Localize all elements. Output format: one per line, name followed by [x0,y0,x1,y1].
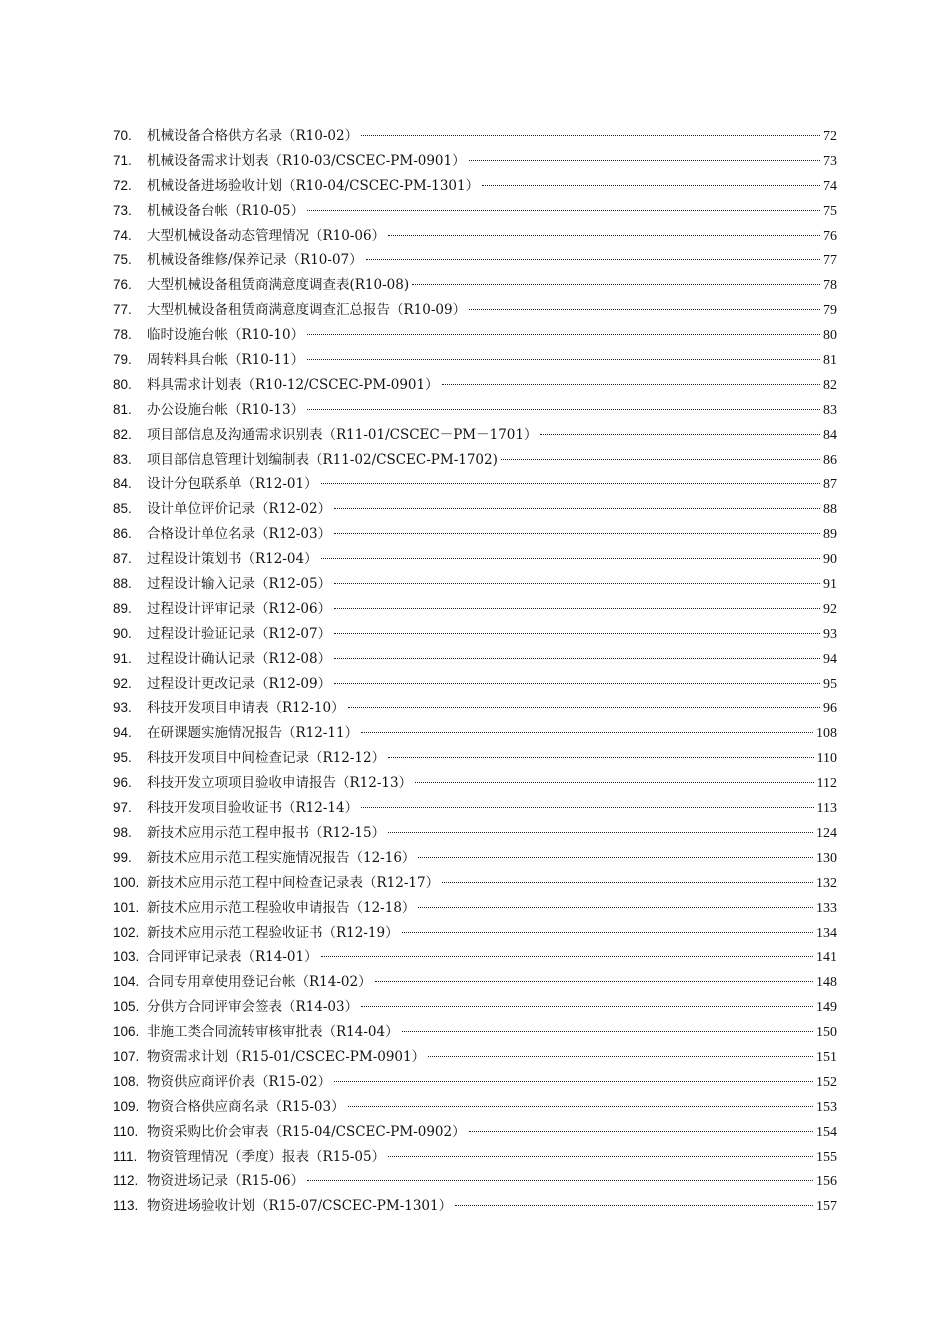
toc-entry[interactable] [113,970,837,995]
toc-entry-number: 101. [113,899,140,915]
toc-entry-title: 新技术应用示范工程验收申请报告（12-18） [147,899,416,916]
toc-entry-page-number: 78 [823,278,837,294]
toc-entry-title: 在研课题实施情况报告（R12-11） [147,725,359,742]
toc-entry-title: 合同专用章使用登记台帐（R14-02） [147,974,372,991]
toc-entry-number: 88. [113,576,132,592]
toc-entry-number: 84. [113,476,132,492]
toc-entry-title: 非施工类合同流转审核审批表（R14-04） [147,1024,399,1041]
toc-entry-title: 合同评审记录表（R14-01） [147,949,318,966]
toc-entry-number: 70. [113,128,132,143]
toc-entry-page-number: 90 [823,552,837,568]
dot-leader [415,782,813,783]
toc-entry-title: 机械设备合格供方名录（R10-02） [147,128,359,144]
toc-entry-title: 科技开发项目中间检查记录（R12-12） [147,750,386,767]
dot-leader [402,1031,813,1032]
dot-leader [388,235,820,236]
toc-entry[interactable] [113,945,837,970]
toc-entry[interactable] [113,696,837,721]
toc-entry-number: 110. [113,1123,139,1139]
toc-entry[interactable] [113,672,837,697]
toc-entry-title: 机械设备维修/保养记录（R10-07） [147,252,363,269]
toc-entry-number: 95. [113,750,132,766]
toc-entry-page-number: 92 [823,601,837,617]
toc-entry-number: 109. [113,1098,140,1114]
dot-leader [388,1156,813,1157]
dot-leader [334,633,820,634]
toc-entry-number: 80. [113,376,132,392]
toc-entry-page-number: 153 [816,1099,837,1115]
toc-entry[interactable] [113,224,837,249]
toc-entry[interactable] [113,472,837,497]
dot-leader [307,359,820,360]
toc-entry[interactable] [113,448,837,473]
dot-leader [361,1006,813,1007]
toc-entry-title: 新技术应用示范工程中间检查记录表（R12-17） [147,874,440,891]
toc-entry[interactable] [113,821,837,846]
dot-leader [334,658,820,659]
toc-entry-title: 过程设计更改记录（R12-09） [147,675,332,692]
dot-leader [418,907,813,908]
toc-entry-page-number: 75 [823,203,837,219]
toc-entry-page-number: 110 [816,751,837,767]
dot-leader [307,334,820,335]
toc-entry-title: 过程设计评审记录（R12-06） [147,600,332,617]
toc-entry-number: 73. [113,202,132,218]
toc-entry[interactable] [113,846,837,871]
dot-leader [334,533,820,534]
dot-leader [375,981,813,982]
toc-entry-number: 74. [113,227,132,243]
toc-entry-page-number: 81 [823,353,837,369]
toc-entry[interactable] [113,995,837,1020]
dot-leader [334,508,820,509]
toc-entry-number: 107. [113,1048,140,1064]
dot-leader [334,1081,813,1082]
toc-entry-title: 料具需求计划表（R10-12/CSCEC-PM-0901） [147,376,439,393]
toc-entry-page-number: 93 [823,626,837,642]
toc-entry-page-number: 95 [823,676,837,692]
toc-entry-title: 物资管理情况（季度）报表（R15-05） [147,1148,386,1165]
toc-entry[interactable] [113,1169,837,1194]
toc-entry[interactable] [113,746,837,771]
dot-leader [402,932,813,933]
toc-entry[interactable] [113,273,837,298]
toc-entry-page-number: 113 [816,801,837,817]
toc-entry[interactable] [113,647,837,672]
toc-entry-number: 90. [113,625,132,641]
dot-leader [361,732,813,733]
toc-entry-number: 76. [113,277,132,293]
toc-entry-title: 过程设计确认记录（R12-08） [147,650,332,667]
toc-entry-number: 92. [113,675,132,691]
toc-entry-page-number: 77 [823,253,837,269]
toc-entry-number: 94. [113,725,132,741]
dot-leader [321,558,820,559]
toc-entry-page-number: 150 [816,1025,837,1041]
toc-entry-number: 93. [113,700,132,716]
toc-entry-number: 78. [113,327,132,343]
toc-entry-title: 大型机械设备租赁商满意度调查表(R10-08) [147,277,410,294]
toc-entry-number: 112. [113,1173,139,1189]
dot-leader [501,459,820,460]
toc-entry-title: 新技术应用示范工程验收证书（R12-19） [147,924,399,941]
toc-entry-title: 设计分包联系单（R12-01） [147,476,318,493]
toc-entry[interactable] [113,348,837,373]
toc-entry-page-number: 94 [823,651,837,667]
toc-entry[interactable] [113,622,837,647]
toc-entry-page-number: 76 [823,228,837,244]
toc-entry-number: 106. [113,1024,140,1040]
toc-entry[interactable] [113,174,837,199]
dot-leader [442,384,820,385]
toc-entry-page-number: 72 [823,129,837,144]
toc-entry-number: 100. [113,874,140,890]
toc-entry-page-number: 87 [823,477,837,493]
toc-entry-title: 科技开发立项项目验收申请报告（R12-13） [147,775,413,792]
toc-entry-title: 办公设施台帐（R10-13） [147,401,305,418]
toc-entry-page-number: 133 [816,900,837,916]
toc-entry-title: 临时设施台帐（R10-10） [147,327,305,344]
toc-entry-title: 机械设备进场验收计划（R10-04/CSCEC-PM-1301） [147,177,480,194]
dot-leader [469,309,820,310]
dot-leader [428,1056,813,1057]
toc-entry-page-number: 83 [823,402,837,418]
toc-entry[interactable] [113,298,837,323]
toc-entry[interactable] [113,149,837,174]
toc-entry-title: 大型机械设备租赁商满意度调查汇总报告（R10-09） [147,302,467,319]
toc-entry-title: 项目部信息及沟通需求识别表（R11-01/CSCEC－PM－1701） [147,426,538,443]
toc-entry-page-number: 149 [816,1000,837,1016]
toc-entry-title: 物资需求计划（R15-01/CSCEC-PM-0901） [147,1048,426,1065]
toc-entry[interactable] [113,522,837,547]
toc-entry-page-number: 88 [823,502,837,518]
toc-entry-page-number: 82 [823,377,837,393]
toc-entry[interactable] [113,896,837,921]
toc-entry-title: 物资合格供应商名录（R15-03） [147,1098,345,1115]
toc-entry-page-number: 141 [816,950,837,966]
toc-entry-page-number: 84 [823,427,837,443]
toc-entry-title: 过程设计输入记录（R12-05） [147,576,332,593]
toc-entry[interactable] [113,124,837,149]
toc-entry-page-number: 157 [816,1199,837,1215]
toc-entry[interactable] [113,1120,837,1145]
toc-entry-number: 79. [113,352,132,368]
toc-entry-number: 83. [113,451,132,467]
dot-leader [482,185,820,186]
dot-leader [469,160,820,161]
toc-entry-page-number: 155 [816,1149,837,1165]
toc-entry-title: 物资进场记录（R15-06） [147,1173,305,1190]
toc-entry-title: 分供方合同评审会签表（R14-03） [147,999,359,1016]
toc-entry[interactable] [113,248,837,273]
toc-entry-number: 111. [113,1148,138,1164]
toc-entry-number: 103. [113,949,140,965]
toc-entry[interactable] [113,373,837,398]
toc-entry-number: 87. [113,551,132,567]
toc-entry-title: 过程设计策划书（R12-04） [147,551,318,568]
toc-entry-title: 项目部信息管理计划编制表（R11-02/CSCEC-PM-1702) [147,451,498,468]
dot-leader [366,259,820,260]
dot-leader [321,483,820,484]
toc-entry[interactable] [113,423,837,448]
dot-leader [348,707,820,708]
dot-leader [388,757,813,758]
toc-entry-page-number: 148 [816,975,837,991]
toc-entry-page-number: 151 [816,1049,837,1065]
toc-entry[interactable] [113,1045,837,1070]
toc-entry[interactable] [113,796,837,821]
toc-entry[interactable] [113,398,837,423]
toc-entry[interactable] [113,572,837,597]
toc-entry[interactable] [113,1095,837,1120]
toc-entry-number: 99. [113,849,132,865]
toc-entry-page-number: 80 [823,328,837,344]
toc-entry-title: 合格设计单位名录（R12-03） [147,526,332,543]
toc-entry-title: 物资采购比价会审表（R15-04/CSCEC-PM-0902） [147,1123,466,1140]
toc-entry[interactable] [113,771,837,796]
toc-entry[interactable] [113,199,837,224]
dot-leader [321,956,813,957]
toc-entry-number: 82. [113,426,132,442]
toc-entry-page-number: 108 [816,726,837,742]
toc-entry-number: 113. [113,1198,139,1214]
toc-entry-number: 96. [113,775,132,791]
toc-entry[interactable] [113,871,837,896]
toc-entry[interactable] [113,323,837,348]
toc-entry-page-number: 74 [823,178,837,194]
toc-entry-page-number: 112 [816,776,837,792]
toc-entry[interactable] [113,1020,837,1045]
dot-leader [361,807,813,808]
toc-entry-title: 新技术应用示范工程实施情况报告（12-16） [147,849,416,866]
toc-entry-page-number: 134 [816,925,837,941]
toc-entry-title: 设计单位评价记录（R12-02） [147,501,332,518]
toc-entry-page-number: 96 [823,701,837,717]
toc-entry-number: 86. [113,526,132,542]
toc-entry[interactable] [113,1070,837,1095]
toc-entry-number: 81. [113,401,132,417]
dot-leader [442,882,813,883]
dot-leader [469,1131,813,1132]
toc-entry-number: 97. [113,800,132,816]
toc-entry-title: 大型机械设备动态管理情况（R10-06） [147,227,386,244]
toc-entry-title: 机械设备需求计划表（R10-03/CSCEC-PM-0901） [147,152,466,169]
toc-entry[interactable] [113,921,837,946]
toc-entry-page-number: 79 [823,303,837,319]
toc-entry-title: 科技开发项目验收证书（R12-14） [147,800,359,817]
toc-entry[interactable] [113,597,837,622]
dot-leader [418,857,813,858]
toc-entry-number: 91. [113,650,132,666]
toc-entry[interactable] [113,547,837,572]
toc-entry-number: 108. [113,1073,140,1089]
toc-entry-page-number: 132 [816,875,837,891]
toc-entry-number: 77. [113,302,132,318]
toc-entry-page-number: 89 [823,527,837,543]
dot-leader [455,1205,813,1206]
toc-entry[interactable] [113,721,837,746]
toc-entry[interactable] [113,1194,837,1219]
table-of-contents [113,124,837,1219]
dot-leader [307,409,820,410]
toc-entry-page-number: 130 [816,850,837,866]
dot-leader [361,135,820,136]
toc-entry-number: 85. [113,501,132,517]
toc-entry-page-number: 73 [823,153,837,169]
toc-entry-title: 物资供应商评价表（R15-02） [147,1073,332,1090]
toc-entry[interactable] [113,1145,837,1170]
toc-entry-title: 过程设计验证记录（R12-07） [147,625,332,642]
dot-leader [348,1106,813,1107]
dot-leader [307,210,820,211]
toc-entry-number: 104. [113,974,140,990]
toc-entry-title: 物资进场验收计划（R15-07/CSCEC-PM-1301） [147,1198,453,1215]
toc-entry-number: 89. [113,600,132,616]
toc-entry-number: 102. [113,924,140,940]
toc-entry-page-number: 91 [823,577,837,593]
dot-leader [334,683,820,684]
toc-entry-number: 72. [113,177,132,193]
toc-entry-number: 98. [113,824,132,840]
toc-entry-page-number: 154 [816,1124,837,1140]
toc-entry-number: 75. [113,252,132,268]
dot-leader [412,284,820,285]
toc-entry-page-number: 124 [816,825,837,841]
toc-entry-page-number: 86 [823,452,837,468]
toc-entry-page-number: 156 [816,1174,837,1190]
dot-leader [334,583,820,584]
toc-entry-number: 71. [113,152,132,168]
toc-entry-number: 105. [113,999,140,1015]
toc-entry-title: 新技术应用示范工程申报书（R12-15） [147,824,386,841]
dot-leader [334,608,820,609]
toc-entry-title: 科技开发项目申请表（R12-10） [147,700,345,717]
toc-entry-title: 周转料具台帐（R10-11） [147,352,305,369]
toc-entry-page-number: 152 [816,1074,837,1090]
dot-leader [388,832,813,833]
dot-leader [540,434,820,435]
dot-leader [307,1180,813,1181]
toc-entry-title: 机械设备台帐（R10-05） [147,202,305,219]
toc-entry[interactable] [113,497,837,522]
